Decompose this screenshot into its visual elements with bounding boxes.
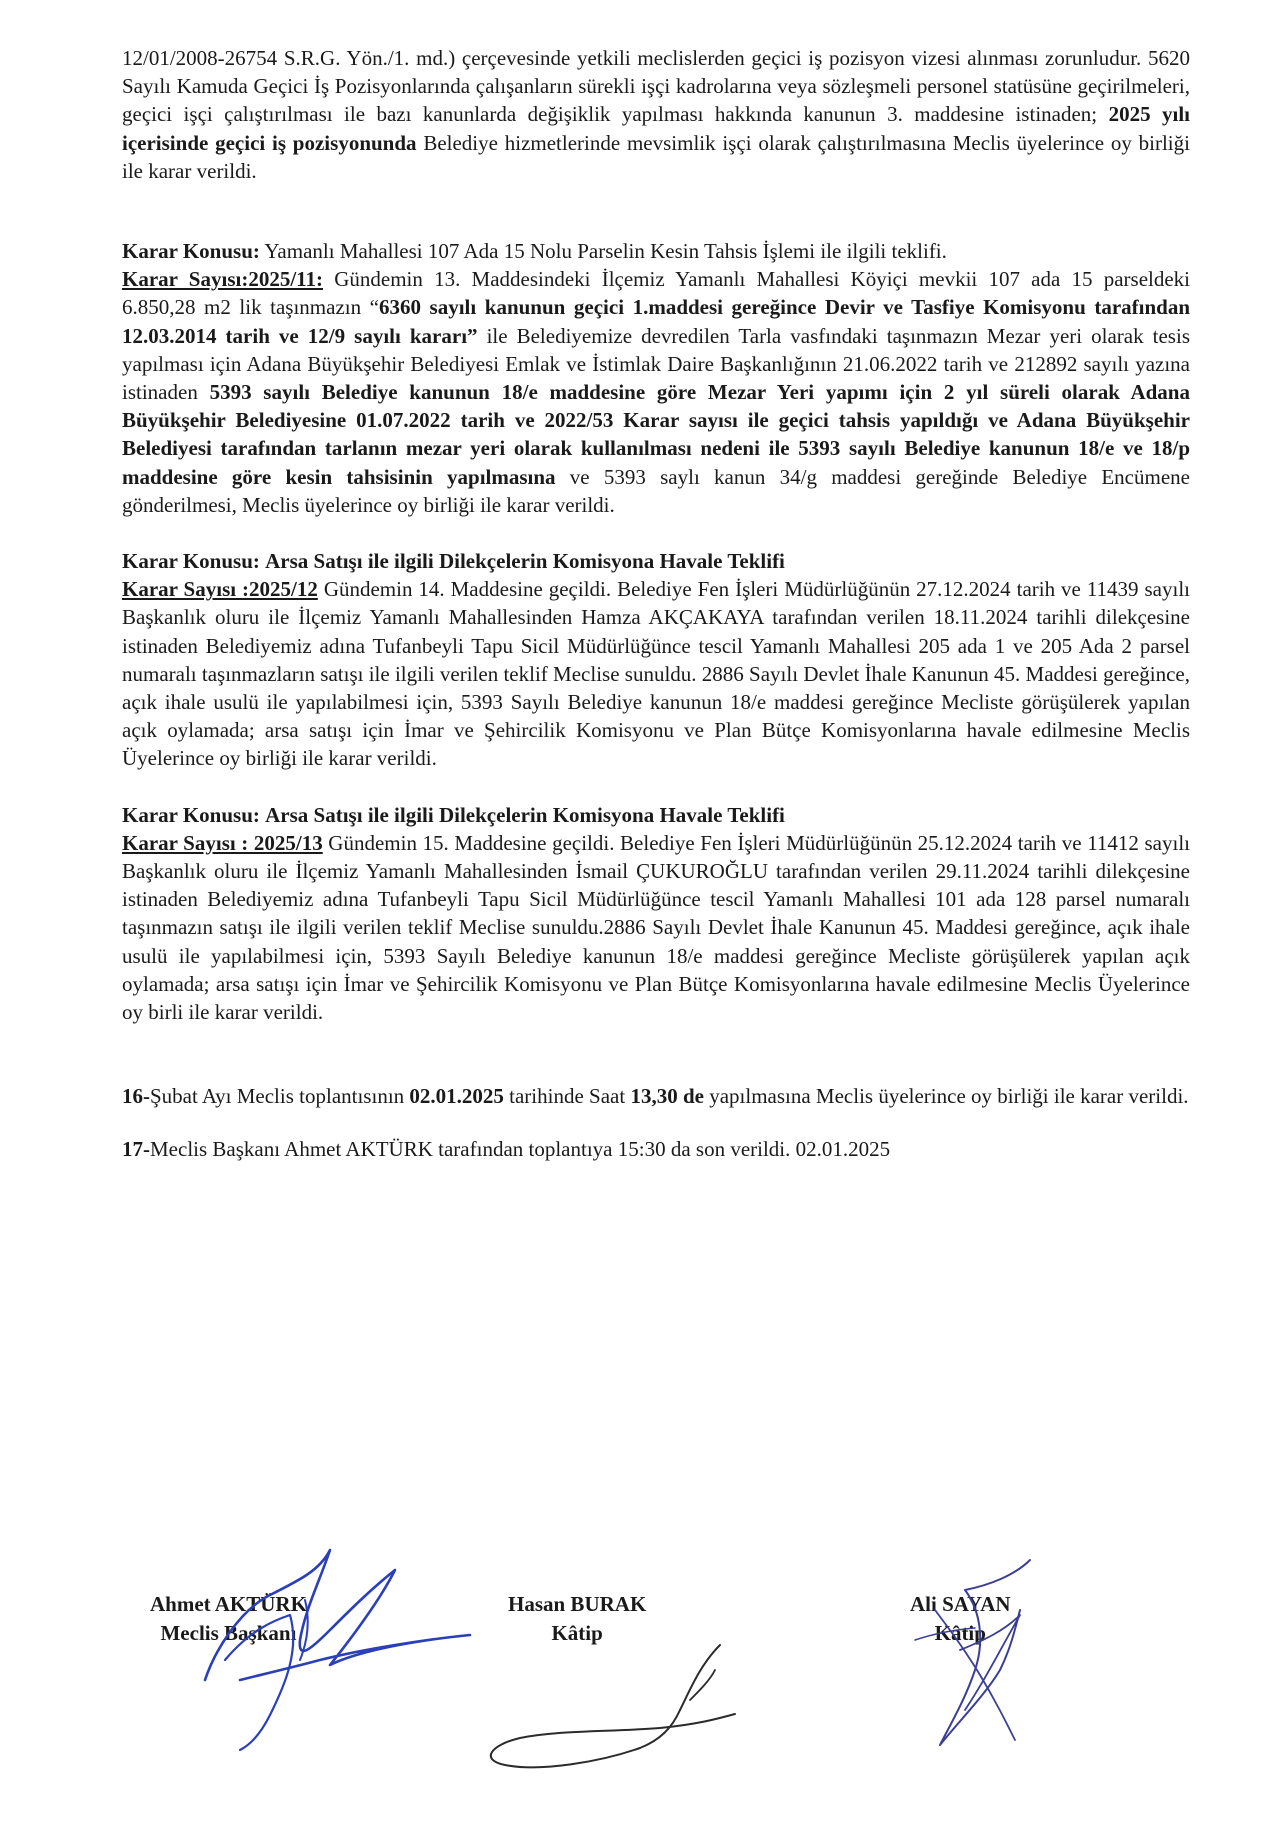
signature-block — [0, 1500, 1280, 1800]
signature-ink-clerk-2 — [915, 1560, 1030, 1745]
signer-name: Hasan BURAK — [508, 1592, 647, 1616]
signer-name: Ali SAYAN — [910, 1592, 1011, 1616]
text-run: 17- — [122, 1136, 150, 1161]
text-run: 5393 sayılı Belediye kanunun 18/e maddesine göre Mezar Yeri yapımı için 2 yıl süreli olarak Adana Büyükşehir Belediyesine 01.07.2022 tarih ve 2022/53 Karar sayısı ile geçici tahsis yapıldığı ve Adana Büyükşehir Belediyesi tarafından tarlanın mezar yeri olarak kullanılması nedeni ile 5393 sayılı Belediye kanunun 18/e ve 18/p maddesine göre kesin tahsisinin yapılmasına — [122, 380, 1190, 489]
text-run: 12/01/2008-26754 S.R.G. Yön./1. md.) çerçevesinde yetkili meclislerden geçici iş pozisyon vizesi alınması zorunludur. 5620 Sayılı Kamuda Geçici İş Pozisyonlarında çalışanların sürekli işçi kadrolarına veya sözleşmeli personel statüsüne geçirilmeleri, geçici işçi çalıştırılması ile bazı kanunlarda değişiklik yapılması hakkında kanunun 3. maddesine istinaden; — [122, 46, 1190, 127]
text-run: Arsa Satışı ile ilgili Dilekçelerin Komisyona Havale Teklifi — [265, 802, 785, 827]
item-16 — [122, 1082, 1190, 1110]
signature-ink-clerk-1 — [491, 1645, 735, 1767]
text-run: Gündemin 14. Maddesine geçildi. Belediye Fen İşleri Müdürlüğünün 27.12.2024 tarih ve 11439 sayılı Başkanlık oluru ile İlçemiz Yamanlı Mahallesinden Hamza AKÇAKAYA tarafından verilen 18.11.2024 tarihli dilekçesine istinaden Belediyemiz adına Tufanbeyli Tapu Sicil Müdürlüğünce tescil Yamanlı Mahallesi 205 ada 1 ve 205 Ada 2 parsel numaralı taşınmazların satışı ile ilgili verilen teklif Meclise sunuldu. 2886 Sayılı Devlet İhale Kanunun 45. Maddesi gereğince, açık ihale usulü ile yapılabilmesi için, 5393 Sayılı Belediye kanunun 18/e maddesi gereğince Mecliste görüşülerek yapılan açık oylamada; arsa satışı için İmar ve Şehircilik Komisyonu ve Plan Bütçe Komisyonlarına havale edilmesine Meclis Üyelerince oy birliği ile karar verildi. — [122, 577, 1190, 771]
text-run: 13,30 de — [630, 1084, 704, 1109]
decision-body-2025-13 — [122, 829, 1190, 1026]
text-run: 16- — [122, 1084, 150, 1109]
text-run: 6360 sayılı kanunun geçici 1.maddesi gereğince Devir ve Tasfiye Komisyonu tarafından 12.03.2014 tarih ve 12/9 sayılı kararı” — [122, 295, 1191, 348]
item-17 — [122, 1135, 1190, 1163]
signer-role: Meclis Başkanı — [160, 1621, 297, 1645]
text-run: Yamanlı Mahallesi 107 Ada 15 Nolu Parselin Kesin Tahsis İşlemi ile ilgili teklifi. — [259, 239, 947, 264]
text-run: 02.01.2025 — [409, 1084, 504, 1109]
signer-name: Ahmet AKTÜRK — [150, 1592, 307, 1616]
text-run: yapılmasına Meclis üyelerince oy birliği ile karar verildi. — [703, 1084, 1189, 1109]
signer-role: Kâtip — [551, 1621, 603, 1645]
text-run: Şubat Ayı Meclis toplantısının — [150, 1084, 410, 1109]
text-run: Gündemin 13. Maddesindeki İlçemiz Yamanlı Mahallesi Köyiçi mevkii 107 ada 15 parseldeki 6.850,28 m2 lik taşınmazın “ — [122, 267, 1191, 320]
text-run: Karar Konusu: — [122, 802, 260, 827]
decision-subject-2 — [122, 547, 1190, 575]
text-run: ile Belediyemize devredilen Tarla vasfındaki taşınmazın Mezar yeri olarak tesis yapılması için Adana Büyükşehir Belediyesi Emlak ve İstimlak Daire Başkanlığının 21.06.2022 tarih ve 212892 sayılı yazına istinaden — [122, 323, 1190, 405]
handwritten-signatures — [0, 1500, 1280, 1800]
text-run: ve 5393 saylı kanun 34/g maddesi gereğinde Belediye Encümene gönderilmesi, Meclis üyelerince oy birliği ile karar verildi. — [122, 464, 1190, 517]
text-run: Meclis Başkanı Ahmet AKTÜRK tarafından toplantıya 15:30 da son verildi. 02.01.2025 — [150, 1136, 891, 1161]
text-run: Belediye hizmetlerinde mevsimlik işçi olarak çalıştırılmasına Meclis üyelerince oy birliği ile karar verildi. — [122, 130, 1190, 183]
decision-body-2025-12 — [122, 575, 1190, 772]
text-run: 2025 yılı içerisinde geçici iş pozisyonunda — [122, 102, 1190, 155]
decision-subject-3 — [122, 801, 1190, 829]
text-run: Gündemin 15. Maddesine geçildi. Belediye Fen İşleri Müdürlüğünün 25.12.2024 tarih ve 11412 sayılı Başkanlık oluru ile İlçemiz Yamanlı Mahallesinden İsmail ÇUKUROĞLU tarafından verilen 29.11.2024 tarihli dilekçesine istinaden Belediyemiz adına Tufanbeyli Tapu Sicil Müdürlüğünce tescil Yamanlı Mahallesi 101 ada 128 parsel numaralı taşınmazın satışı ile ilgili verilen teklif Meclise sunuldu.2886 Sayılı Devlet İhale Kanunun 45. Maddesi gereğince, açık ihale usulü ile yapılabilmesi için, 5393 Sayılı Belediye kanunun 18/e maddesi gereğince Mecliste görüşülerek yapılan açık oylamada; arsa satışı için İmar ve Şehircilik Komisyonu ve Plan Bütçe Komisyonlarına havale edilmesine Meclis Üyelerince oy birli ile karar verildi. — [122, 830, 1191, 1025]
text-run: Arsa Satışı ile ilgili Dilekçelerin Komisyona Havale Teklifi — [265, 549, 785, 574]
signature-ink-chairman — [205, 1550, 470, 1750]
decision-body-2025-11 — [122, 265, 1190, 519]
decision-subject-1 — [122, 237, 1190, 265]
text-run: Karar Sayısı : 2025/13 — [122, 830, 323, 855]
text-run: Karar Sayısı:2025/11: — [122, 267, 323, 292]
text-run: tarihinde Saat — [503, 1084, 631, 1109]
text-run: Karar Konusu: — [122, 549, 260, 574]
text-run: Karar Sayısı :2025/12 — [122, 577, 318, 602]
document-body — [122, 44, 1190, 1163]
paragraph-intro — [122, 44, 1190, 185]
text-run: Karar Konusu: — [122, 239, 260, 264]
signer-role: Kâtip — [934, 1621, 986, 1645]
